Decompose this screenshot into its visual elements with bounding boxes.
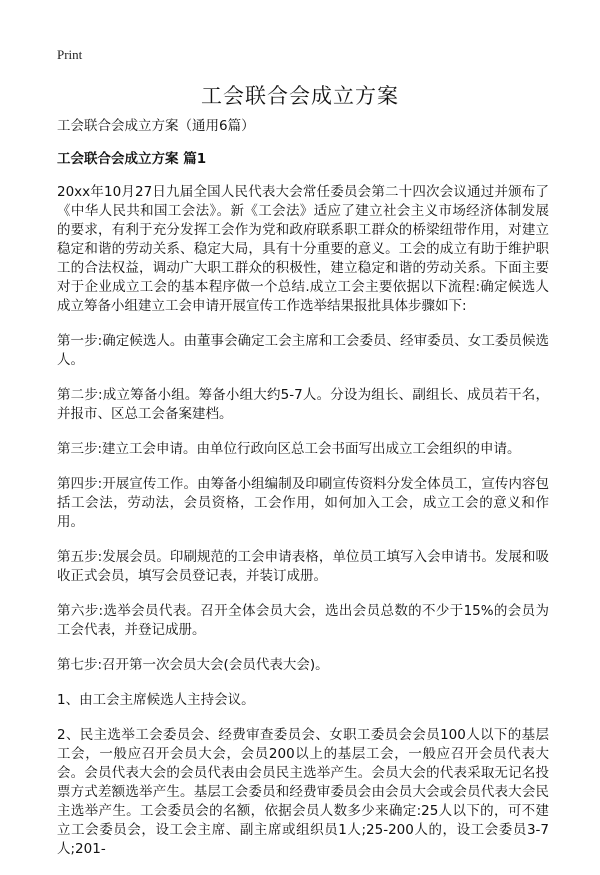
step-paragraph: 第二步:成立筹备小组。筹备小组大约5-7人。分设为组长、副组长、成员若干名，并报市、区总工会备案建档。	[57, 387, 549, 422]
step-paragraph: 第五步:发展会员。印刷规范的工会申请表格，单位员工填写入会申请书。发展和吸收正式会员，填写会员登记表，并装订成册。	[57, 549, 549, 584]
step-paragraph: 第四步:开展宣传工作。由筹备小组编制及印刷宣传资料分发全体员工，宣传内容包括工会法，劳动法，会员资格，工会作用，如何加入工会，成立工会的意义和作用。	[57, 476, 549, 530]
step-paragraph: 1、由工会主席候选人主持会议。	[57, 692, 255, 708]
step-paragraph: 第六步:选举会员代表。召开全体会员大会，选出会员总数的不少于15%的会员为工会代表，并登记成册。	[57, 603, 549, 638]
print-label: Print	[57, 47, 83, 62]
step-paragraph: 2、民主选举工会委员会、经费审查委员会、女职工委员会会员100人以下的基层工会，一般应召开会员大会，会员200以上的基层工会，一般应召开会员代表大会。会员代表大会的会员代表由会员民主选举产生。会员大会的代表采取无记名投票方式差额选举产生。基层工会委员和经费审委员会由会员大会或会员代表大会民主选举产生。工会委员会的名额，依据会员人数多少来确定:25人以下的，可不建立工会委员会，设工会主席、副主席或组织员1人;25-200人的，设工会委员3-7人;201-	[57, 727, 549, 857]
page-title: 工会联合会成立方案	[201, 84, 399, 108]
document-subtitle: 工会联合会成立方案（通用6篇）	[57, 118, 255, 134]
step-paragraph: 第三步:建立工会申请。由单位行政向区总工会书面写出成立工会组织的申请。	[57, 441, 521, 457]
step-paragraph: 第一步:确定候选人。由董事会确定工会主席和工会委员、经审委员、女工委员候选人。	[57, 333, 549, 368]
intro-paragraph: 20xx年10月27日九届全国人民代表大会常任委员会第二十四次会议通过并颁布了《中华人民共和国工会法》。新《工会法》适应了建立社会主义市场经济体制发展的要求，有利于充分发挥工会作为党和政府联系职工群众的桥梁纽带作用，对建立稳定和谐的劳动关系、稳定大局，具有十分重要的意义。工会的成立有助于维护职工的合法权益，调动广大职工群众的积极性，建立稳定和谐的劳动关系。下面主要对于企业成立工会的基本程序做一个总结.成立工会主要依据以下流程:确定候选人成立筹备小组建立工会申请开展宣传工作选举结果报批具体步骤如下:	[57, 184, 549, 314]
document-body	[57, 117, 549, 875]
step-paragraph: 第七步:召开第一次会员大会(会员代表大会)。	[57, 657, 329, 673]
section-heading: 工会联合会成立方案 篇1	[57, 151, 207, 167]
